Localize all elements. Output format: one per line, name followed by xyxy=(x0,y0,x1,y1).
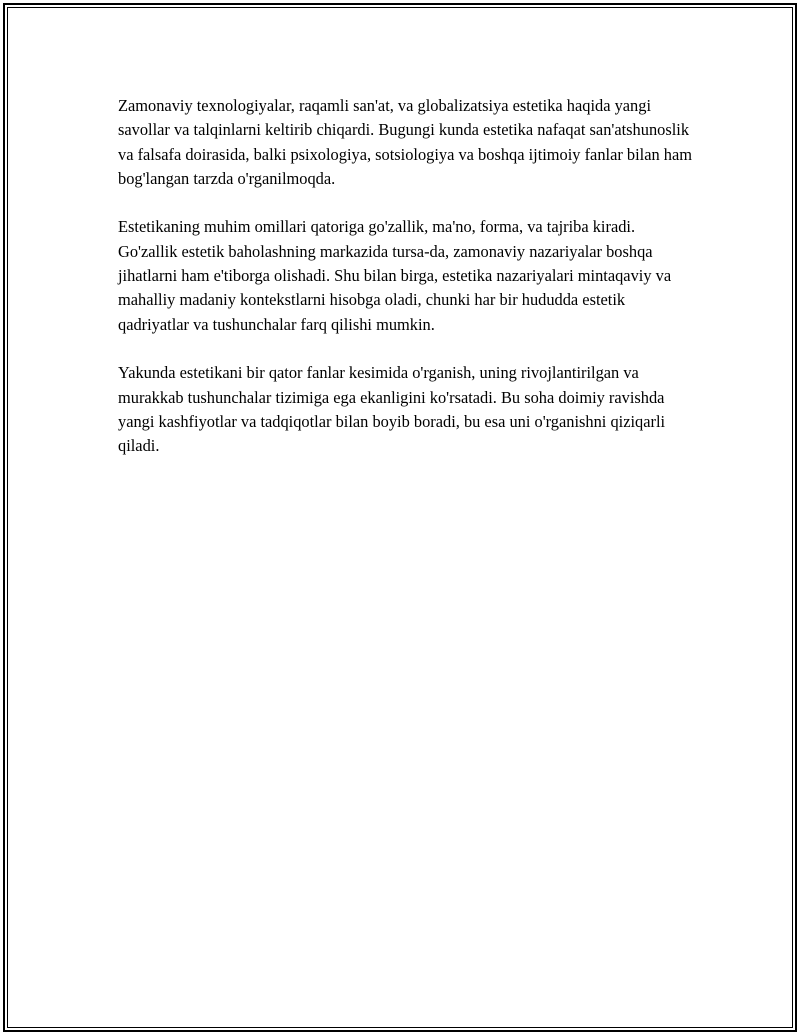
paragraph-2: Estetikaning muhim omillari qatoriga go'zallik, ma'no, forma, va tajriba kiradi. Go'zallik estetik baholashning markazida tursa-da, zamonaviy nazariyalar boshqa jihatlarni ham e'tiborga olishadi. Shu bilan birga, estetika nazariyalari mintaqaviy va mahalliy madaniy kontekstlarni hisobga oladi, chunki har bir hududda estetik qadriyatlar va tushunchalar farq qilishi mumkin. xyxy=(118,217,672,334)
paragraph-3: Yakunda estetikani bir qator fanlar kesimida o'rganish, uning rivojlantirilgan va murakkab tushunchalar tizimiga ega ekanligini ko'rsatadi. Bu soha doimiy ravishda yangi kashfiyotlar va tadqiqotlar bilan boyib boradi, bu esa uni o'rganishni qiziqarli qiladi. xyxy=(118,363,666,456)
paragraph-1: Zamonaviy texnologiyalar, raqamli san'at, va globalizatsiya estetika haqida yangi savollar va talqinlarni keltirib chiqardi. Bugungi kunda estetika nafaqat san'atshunoslik va falsafa doirasida, balki psixologiya, sotsiologiya va boshqa ijtimoiy fanlar bilan ham bog'langan tarzda o'rganilmoqda. xyxy=(118,96,693,188)
document-body xyxy=(118,94,698,483)
